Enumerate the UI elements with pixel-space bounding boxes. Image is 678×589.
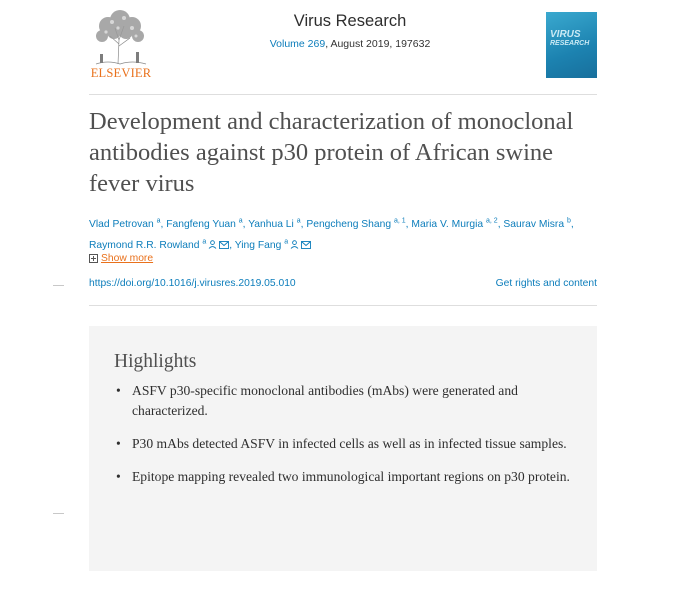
author-affiliation-sup: a — [296, 218, 301, 225]
author[interactable] — [411, 219, 503, 230]
doi-divider — [89, 305, 597, 306]
highlight-text: ASFV p30-specific monoclonal antibodies (mAbs) were generated and characterized. — [132, 383, 518, 418]
margin-mark — [53, 285, 64, 286]
envelope-icon[interactable] — [217, 240, 229, 251]
highlight-item — [114, 381, 574, 421]
author-affiliation-sup: a — [284, 238, 289, 246]
journal-title[interactable]: Virus Research — [293, 12, 407, 30]
issue-details: , August 2019, 197632 — [325, 38, 431, 50]
publisher-wordmark: ELSEVIER — [90, 66, 152, 80]
author[interactable] — [89, 240, 235, 251]
doi-link[interactable]: https://doi.org/10.1016/j.virusres.2019.05.010 — [89, 278, 296, 289]
author-separator: , — [242, 219, 249, 231]
author-name: Pengcheng Shang — [306, 219, 392, 231]
highlights-list — [114, 381, 574, 500]
author-affiliation-sup: a — [202, 238, 207, 246]
author-separator: , — [160, 219, 167, 231]
author-affiliation-sup: a, 2 — [486, 218, 498, 225]
author-affiliation-sup: a — [238, 218, 243, 225]
cover-title-line1: VIRUS — [550, 29, 581, 40]
author-affiliation-sup: a — [156, 218, 161, 225]
author[interactable] — [503, 219, 573, 230]
author[interactable] — [306, 219, 411, 230]
journal-reference — [200, 38, 500, 50]
author[interactable] — [248, 219, 306, 230]
person-icon[interactable] — [288, 240, 299, 251]
author[interactable] — [166, 219, 248, 230]
show-more-label: Show more — [101, 253, 154, 264]
elsevier-tree-icon — [88, 10, 152, 66]
volume-link[interactable]: Volume 269 — [269, 38, 326, 50]
margin-mark — [53, 513, 64, 514]
author-name: Yanhua Li — [248, 219, 294, 231]
highlight-text: P30 mAbs detected ASFV in infected cells as well as in infected tissue samples. — [132, 436, 567, 451]
plus-square-icon — [89, 254, 98, 263]
author[interactable] — [235, 240, 311, 251]
author-name: Ying Fang — [234, 239, 282, 251]
person-icon[interactable] — [206, 240, 217, 251]
author-separator: , — [229, 239, 235, 251]
article-title: Development and characterization of monoclonal antibodies against p30 protein of African swine fever virus — [89, 108, 574, 197]
highlight-text: Epitope mapping revealed two immunological important regions on p30 protein. — [132, 469, 570, 484]
cover-title-line2: RESEARCH — [550, 40, 590, 47]
author-separator: , — [497, 219, 504, 231]
envelope-icon[interactable] — [299, 240, 311, 251]
highlight-item — [114, 434, 574, 454]
show-more-toggle[interactable] — [89, 253, 153, 264]
author-separator: , — [570, 219, 574, 231]
author-name: Fangfeng Yuan — [166, 219, 236, 231]
highlights-panel — [89, 326, 597, 571]
bullet-icon: • — [116, 436, 121, 451]
author-separator: , — [405, 219, 412, 231]
author-name: Raymond R.R. Rowland — [89, 239, 200, 251]
author-separator: , — [300, 219, 307, 231]
highlight-item — [114, 467, 574, 487]
bullet-icon: • — [116, 383, 121, 398]
author-list — [89, 213, 599, 254]
author-affiliation-sup: b — [566, 218, 571, 225]
author-name: Maria V. Murgia — [411, 219, 484, 231]
header-divider — [89, 94, 597, 95]
bullet-icon: • — [116, 469, 121, 484]
author[interactable] — [89, 219, 166, 230]
journal-cover-thumbnail[interactable] — [546, 12, 597, 78]
author-affiliation-sup: a, 1 — [393, 218, 406, 225]
cover-title — [550, 30, 589, 48]
author-name: Saurav Misra — [503, 219, 565, 231]
highlights-heading: Highlights — [114, 351, 197, 372]
rights-link[interactable]: Get rights and content — [495, 278, 597, 289]
author-name: Vlad Petrovan — [89, 219, 154, 231]
